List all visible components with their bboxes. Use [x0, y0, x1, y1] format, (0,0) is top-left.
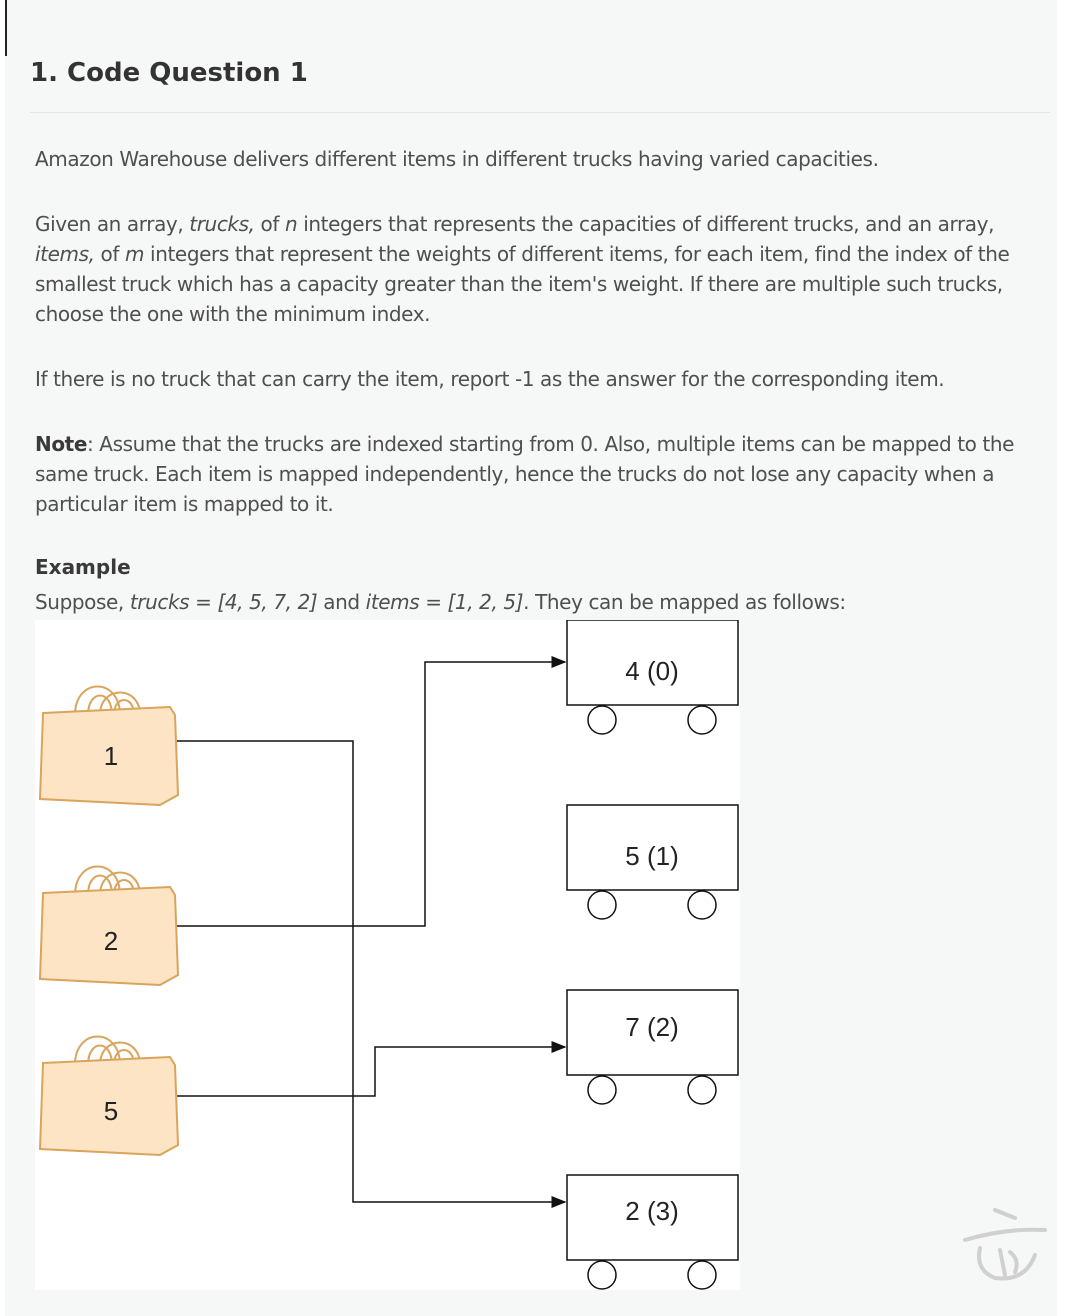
note-label: Note [35, 432, 88, 456]
no-truck-paragraph: If there is no truck that can carry the item, report -1 as the answer for the corresponding item. [35, 367, 945, 391]
item-label: 5 [103, 1096, 119, 1126]
example-heading: Example [35, 555, 131, 579]
truck-icon [567, 1175, 738, 1289]
truck-icon [567, 990, 738, 1104]
items-term: items, [35, 242, 95, 266]
truck-label: 2 (3) [625, 1196, 679, 1226]
m-term: m [124, 242, 145, 266]
truck-label: 4 (0) [625, 656, 679, 686]
question-title: 1. Code Question 1 [30, 58, 308, 88]
problem-paragraph: Given an array, trucks, of n integers that represents the capacities of different trucks, and an array, items, of m integers that represent the weights of different items, for each item, find the index of the smallest truck which has a capacity greater than the item's weight. If there are multiple such trucks, choose the one with the minimum index. [35, 212, 1010, 326]
item-label: 1 [103, 741, 119, 771]
trucks-expression: trucks = [4, 5, 7, 2] [129, 590, 318, 614]
title-divider [30, 112, 1050, 113]
watermark-logo [955, 1200, 1055, 1310]
item-label: 2 [103, 926, 119, 956]
connector-item-5 [177, 1047, 565, 1096]
diagram-svg [35, 620, 740, 1290]
intro-paragraph: Amazon Warehouse delivers different items in different trucks having varied capacities. [35, 147, 879, 171]
text-cursor [5, 0, 7, 56]
trucks-term: trucks, [189, 212, 255, 236]
connector-item-1 [177, 741, 565, 1202]
example-text: Suppose, trucks = [4, 5, 7, 2] and items = [1, 2, 5]. They can be mapped as follows: [35, 590, 846, 614]
truck-label: 7 (2) [625, 1012, 679, 1042]
note-paragraph: Note: Assume that the trucks are indexed starting from 0. Also, multiple items can be mapped to the same truck. Each item is mapped independently, hence the trucks do not lose any capacity when a particular item is mapped to it. [35, 432, 1015, 516]
n-term: n [284, 212, 298, 236]
truck-label: 5 (1) [625, 841, 679, 871]
connector-item-2 [177, 662, 565, 926]
mapping-diagram [35, 620, 740, 1290]
items-expression: items = [1, 2, 5] [365, 590, 524, 614]
